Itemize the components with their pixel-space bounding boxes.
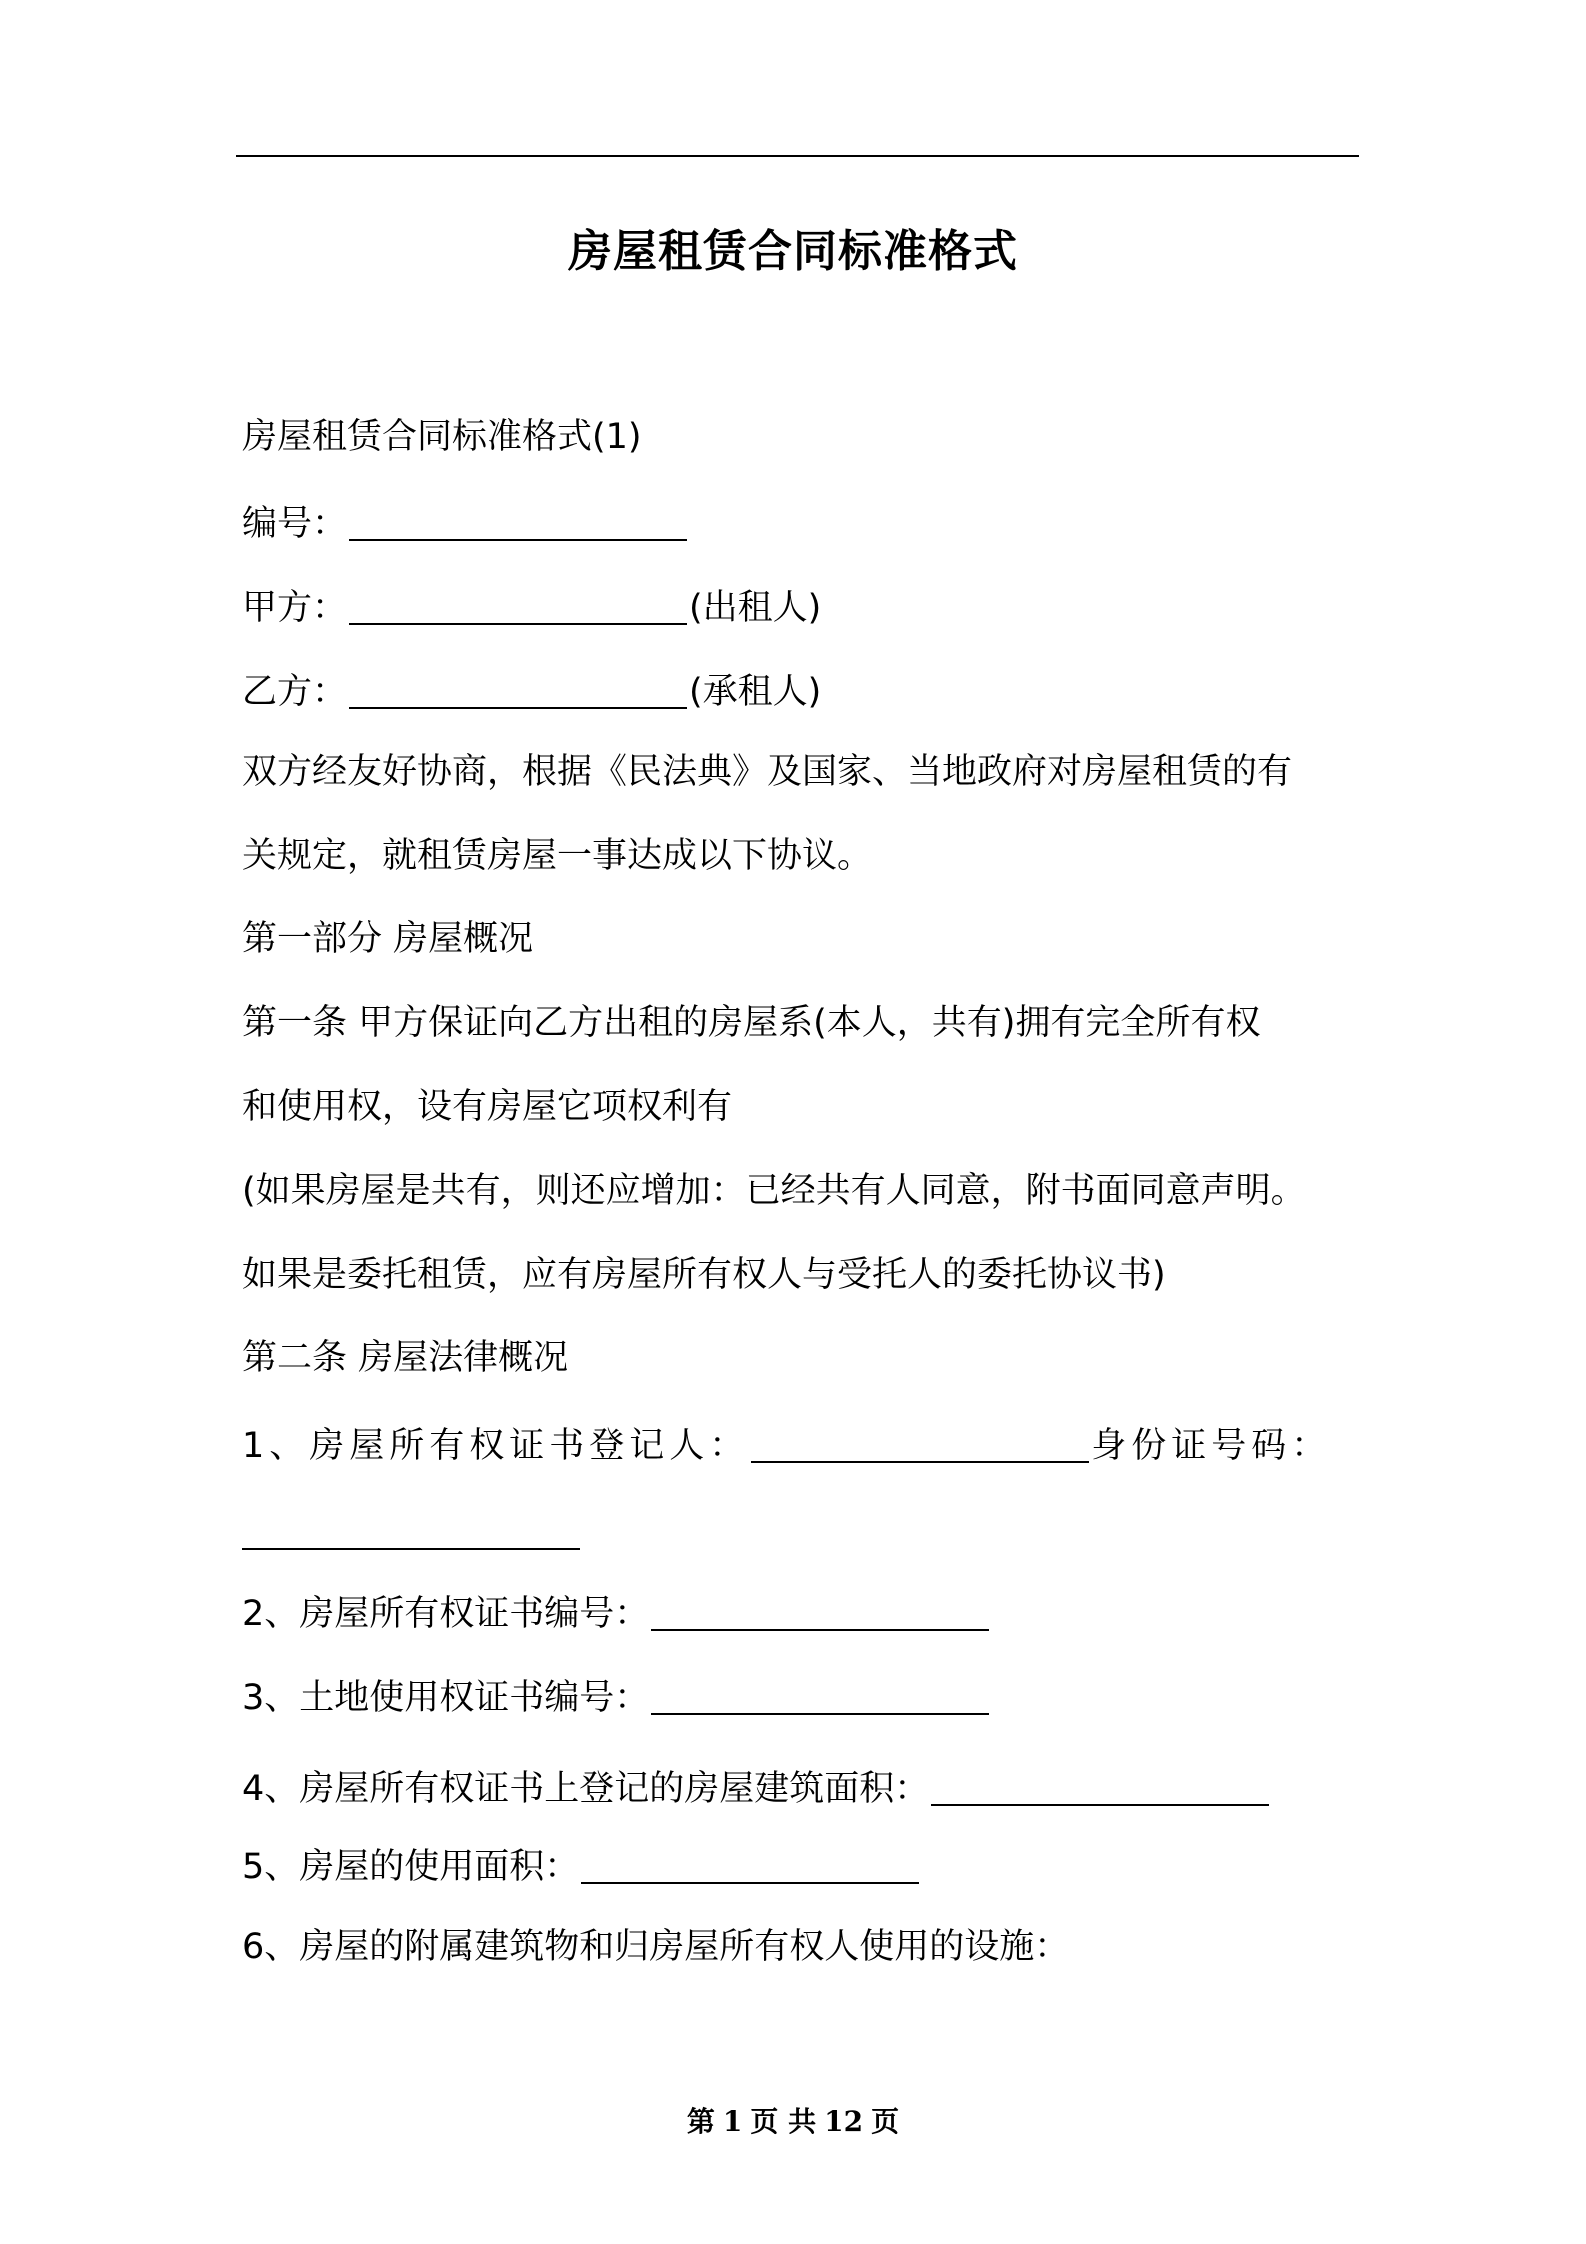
footer-page-total: 12: [824, 2105, 864, 2138]
item3-label: 3、土地使用权证书编号：: [242, 1678, 650, 1718]
article1-line-1: 第一条 甲方保证向乙方出租的房屋系(本人，共有)拥有完全所有权: [242, 1003, 1261, 1043]
item1-label: 1、房屋所有权证书登记人：: [242, 1426, 750, 1466]
item3-line: [242, 1677, 991, 1716]
header-rule: [236, 155, 1359, 157]
item4-line: [242, 1768, 1271, 1807]
contract-number-line: [242, 503, 689, 542]
item2-blank: [651, 1599, 989, 1631]
item4-label: 4、房屋所有权证书上登记的房屋建筑面积：: [242, 1769, 930, 1809]
document-title: 房屋租赁合同标准格式: [568, 226, 1018, 277]
party-a-label: 甲方：: [242, 588, 348, 628]
document-subtitle: 房屋租赁合同标准格式(1): [242, 417, 642, 457]
party-b-blank: [349, 677, 687, 709]
intro-paragraph-line-1: 双方经友好协商，根据《民法典》及国家、当地政府对房屋租赁的有: [242, 752, 1293, 792]
article1-line-2: 和使用权，设有房屋它项权利有: [242, 1087, 733, 1127]
item5-line: [242, 1846, 921, 1885]
item3-blank: [651, 1683, 989, 1715]
item1-id-label: 身份证号码：: [1091, 1426, 1332, 1466]
party-b-label: 乙方：: [242, 672, 348, 712]
note-line-2: 如果是委托租赁，应有房屋所有权人与受托人的委托协议书): [242, 1255, 1166, 1295]
footer-suffix: 页: [871, 2105, 900, 2138]
intro-paragraph-line-2: 关规定，就租赁房屋一事达成以下协议。: [242, 836, 873, 876]
footer-page-current: 1: [722, 2105, 743, 2138]
part1-heading: 第一部分 房屋概况: [242, 919, 534, 959]
item2-label: 2、房屋所有权证书编号：: [242, 1594, 650, 1634]
item5-label: 5、房屋的使用面积：: [242, 1847, 580, 1887]
note-line-1: (如果房屋是共有，则还应增加：已经共有人同意，附书面同意声明。: [242, 1171, 1306, 1211]
contract-number-label: 编号：: [242, 504, 348, 544]
party-a-blank: [349, 593, 687, 625]
item2-line: [242, 1593, 991, 1632]
item1-owner-blank: [751, 1431, 1089, 1463]
item1-id-blank: [242, 1518, 580, 1550]
party-b-line: [242, 671, 821, 710]
item6-line: 6、房屋的附属建筑物和归房屋所有权人使用的设施：: [242, 1927, 1070, 1967]
footer-prefix: 第: [686, 2105, 715, 2138]
footer-mid: 页 共: [750, 2105, 817, 2138]
contract-number-blank: [349, 509, 687, 541]
item1-line: [242, 1425, 1331, 1464]
item5-blank: [581, 1852, 919, 1884]
item4-blank: [931, 1774, 1269, 1806]
item1-id-line: [242, 1512, 582, 1551]
party-a-role: (出租人): [689, 588, 822, 628]
party-a-line: [242, 587, 821, 626]
page-footer: [0, 2100, 1586, 2140]
party-b-role: (承租人): [689, 672, 822, 712]
article2-heading: 第二条 房屋法律概况: [242, 1338, 569, 1378]
